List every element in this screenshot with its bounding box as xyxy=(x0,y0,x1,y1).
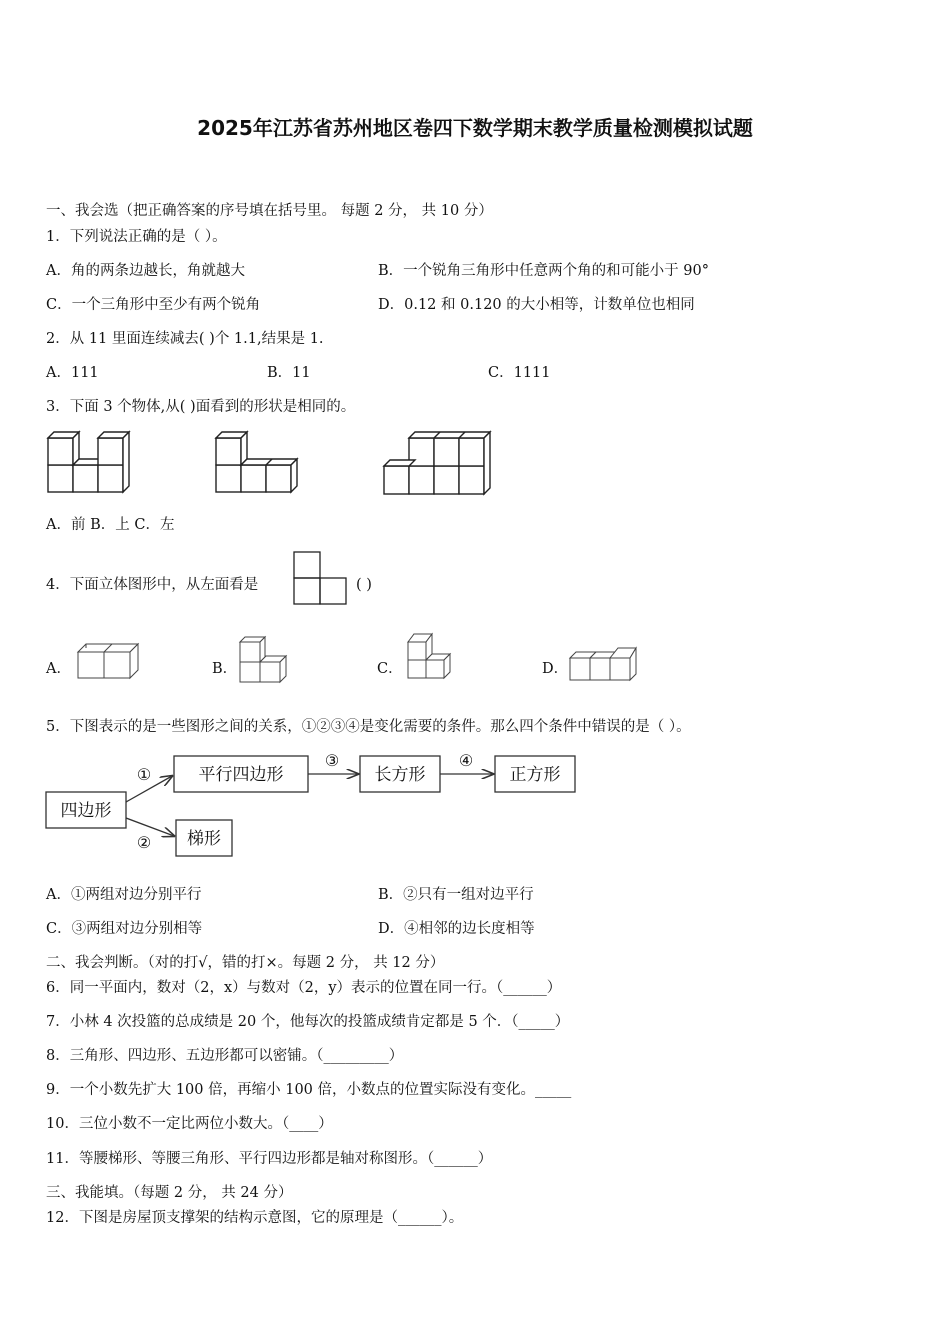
q2-option-a: A．111 xyxy=(46,365,99,381)
q3-figure-1 xyxy=(44,428,140,498)
label-parallelogram: 平行四边形 xyxy=(198,765,284,785)
q4-answer-paren: ( ) xyxy=(356,577,372,593)
q4-option-d-figure xyxy=(566,644,638,686)
q5-relation-diagram xyxy=(40,744,600,864)
q1-option-a: A．角的两条边越长，角就越大 xyxy=(46,263,245,279)
judge-item-9: 9．一个小数先扩大 100 倍，再缩小 100 倍，小数点的位置实际没有变化。_____ xyxy=(46,1082,572,1098)
label-trapezoid: 梯形 xyxy=(187,829,221,849)
q5-option-d: D．④相邻的边长度相等 xyxy=(378,921,535,937)
judge-item-10: 10．三位小数不一定比两位小数大。（____） xyxy=(46,1116,333,1132)
q3-stem: 3．下面 3 个物体,从( )面看到的形状是相同的。 xyxy=(46,399,356,415)
q4-stem: 4．下面立体图形中，从左面看是 xyxy=(46,577,259,593)
q1-option-d: D．0.12 和 0.120 的大小相等，计数单位也相同 xyxy=(378,297,695,313)
q2-stem: 2．从 11 里面连续减去( )个 1.1,结果是 1. xyxy=(46,331,324,347)
q4-option-b-figure xyxy=(236,634,292,686)
q4-option-d: D． xyxy=(542,661,569,677)
q5-option-b: B．②只有一组对边平行 xyxy=(378,887,534,903)
q5-stem: 5．下图表示的是一些图形之间的关系，①②③④是变化需要的条件。那么四个条件中错误的是（ ）。 xyxy=(46,719,691,735)
q3-figure-2 xyxy=(212,428,308,498)
q4-option-c-figure xyxy=(402,630,456,684)
label-condition-4: ④ xyxy=(458,751,474,770)
q4-left-view-figure xyxy=(292,550,350,606)
q1-stem: 1．下列说法正确的是（ ）。 xyxy=(46,229,227,245)
section3-heading: 三、我能填。（每题 2 分， 共 24 分） xyxy=(46,1185,293,1201)
q3-options: A．前 B．上 C．左 xyxy=(46,517,175,533)
q4-option-a: A． xyxy=(46,661,71,677)
label-square: 正方形 xyxy=(509,765,561,785)
q2-option-b: B．11 xyxy=(267,365,311,381)
q1-option-c: C．一个三角形中至少有两个锐角 xyxy=(46,297,261,313)
q12-stem: 12．下图是房屋顶支撑架的结构示意图，它的原理是（______）。 xyxy=(46,1210,464,1226)
judge-item-11: 11．等腰梯形、等腰三角形、平行四边形都是轴对称图形。（______） xyxy=(46,1151,493,1167)
judge-item-7: 7．小林 4 次投篮的总成绩是 20 个，他每次的投篮成绩肯定都是 5 个．（_____） xyxy=(46,1014,570,1030)
section1-heading: 一、我会选（把正确答案的序号填在括号里。 每题 2 分， 共 10 分） xyxy=(46,203,493,219)
q4-option-c: C． xyxy=(377,661,403,677)
section2-heading: 二、我会判断。（对的打√，错的打×。每题 2 分， 共 12 分） xyxy=(46,955,445,971)
judge-item-8: 8．三角形、四边形、五边形都可以密铺。（_________） xyxy=(46,1048,404,1064)
q1-option-b: B．一个锐角三角形中任意两个角的和可能小于 90° xyxy=(378,263,709,279)
label-condition-2: ② xyxy=(136,833,152,852)
page-title: 2025年江苏省苏州地区卷四下数学期末教学质量检测模拟试题 xyxy=(197,116,753,140)
label-quadrilateral: 四边形 xyxy=(60,801,112,821)
q5-option-a: A．①两组对边分别平行 xyxy=(46,887,202,903)
q4-option-a-figure xyxy=(74,636,140,684)
q4-option-b: B． xyxy=(212,661,238,677)
label-rectangle: 长方形 xyxy=(374,765,426,785)
label-condition-3: ③ xyxy=(324,751,340,770)
judge-item-6: 6．同一平面内，数对（2，x）与数对（2，y）表示的位置在同一行。（______） xyxy=(46,980,562,996)
q2-option-c: C．1111 xyxy=(488,365,551,381)
q3-figure-3 xyxy=(380,428,500,500)
label-condition-1: ① xyxy=(136,765,152,784)
q5-option-c: C．③两组对边分别相等 xyxy=(46,921,203,937)
